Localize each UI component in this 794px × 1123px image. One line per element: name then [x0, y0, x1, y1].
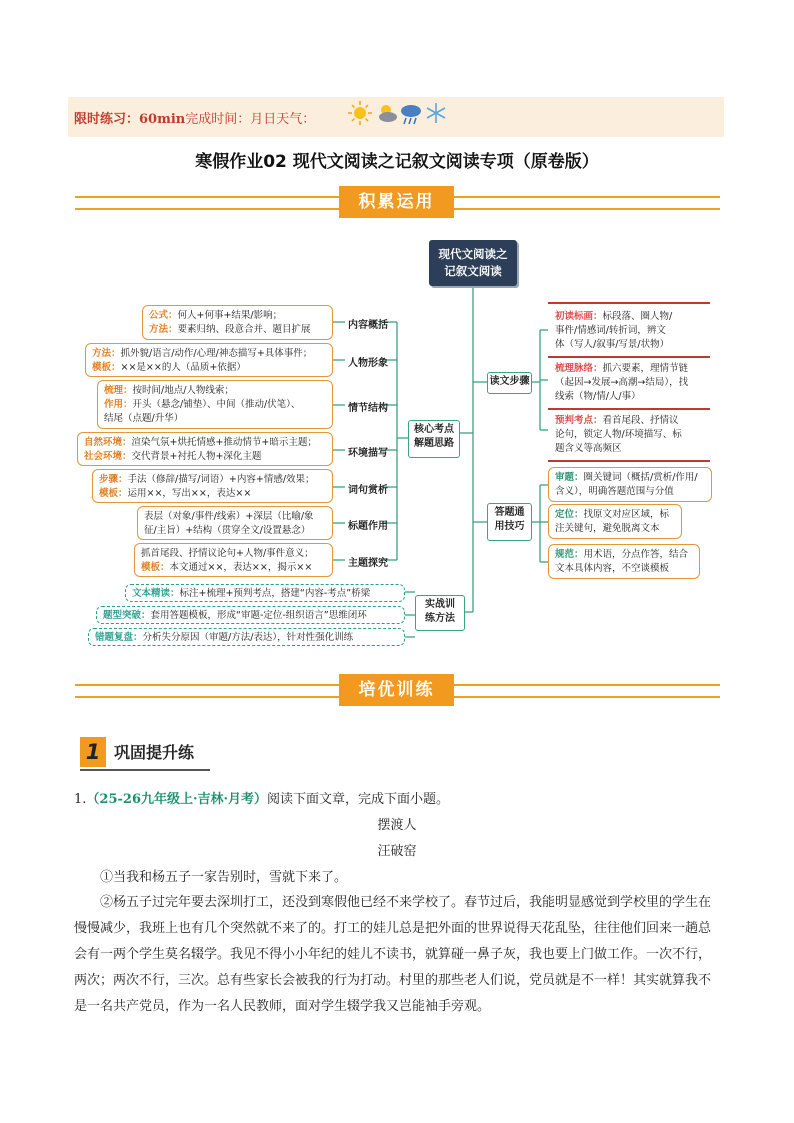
mindmap-hub-practice: 实战训 练方法	[415, 595, 465, 631]
left-box-character: 方法：抓外貌/语言/动作/心理/神态描写+具体事件； 模板：××是××的人（品质+依据）	[85, 343, 333, 377]
left-box-title: 表层（对象/事件/线索）+深层（比喻/象 征/主旨）+结构（贯穿全文/设置悬念）	[137, 506, 333, 540]
article-title: 摆渡人	[377, 818, 417, 833]
read-box-context: 梳理脉络：抓六要素，理情节链 （起因→发展→高潮→结局），找 线索（物/情/人/事）	[548, 358, 710, 407]
left-box-theme: 抓首尾段、抒情议论句+人物/事件意义； 模板：本文通过××，表达××，揭示××	[134, 543, 333, 577]
tech-box-standard: 规范：用术语，分点作答，结合 文本具体内容，不空谈模板	[548, 544, 700, 579]
read-divider-top	[548, 302, 710, 304]
question-line	[74, 788, 449, 807]
label-word-appreciation: 词句赏析	[348, 485, 388, 496]
green-box-question-type: 题型突破：套用答题模板，形成“审题-定位-组织语言”思维闭环	[96, 606, 405, 624]
mindmap-hub-core: 核心考点 解题思路	[408, 420, 460, 458]
header-rest: 完成时间：月日天气：	[185, 112, 316, 127]
practice-title: 巩固提升练	[114, 743, 195, 762]
question-source: （25-26九年级上·吉林·月考）	[86, 792, 268, 807]
left-box-word: 步骤：手法（修辞/描写/词语）+内容+情感/效果； 模板：运用××，写出××，表达××	[92, 469, 333, 503]
read-box-first: 初读标画：标段落、圈人物/ 事件/情感词/转折词，辨文 体（写人/叙事/写景/状物）	[548, 306, 710, 355]
label-plot: 情节结构	[348, 403, 388, 414]
practice-label: 限时练习：	[74, 112, 140, 127]
mindmap-root: 现代文阅读之 记叙文阅读	[429, 240, 517, 286]
label-theme: 主题探究	[348, 558, 388, 569]
question-number: 1.	[74, 792, 87, 807]
time-value: 60min	[139, 112, 186, 127]
left-box-summary: 公式：何人+何事+结果/影响； 方法：要素归纳、段意合并、题目扩展	[142, 305, 333, 340]
section-title-training: 培优训练	[339, 674, 454, 706]
question-text: 阅读下面文章，完成下面小题。	[267, 792, 450, 807]
tech-box-locate: 定位：找原文对应区域，标 注关键句，避免脱离文本	[548, 504, 682, 539]
left-box-plot: 梳理：按时间/地点/人物线索； 作用：开头（悬念/铺垫）、中间（推动/伏笔）、 结尾（点题/升华）	[97, 380, 333, 429]
green-box-close-reading: 文本精读：标注+梳理+预判考点，搭建“内容-考点”桥梁	[125, 584, 405, 602]
mindmap-read-steps: 读文步骤	[487, 372, 532, 394]
practice-underline	[80, 769, 210, 771]
document-title: 寒假作业02 现代文阅读之记叙文阅读专项（原卷版）	[195, 152, 599, 172]
green-box-error-review: 错题复盘：分析失分原因（审题/方法/表达），针对性强化训练	[88, 628, 405, 646]
label-environment: 环境描写	[348, 448, 388, 459]
read-divider-bottom	[548, 460, 710, 462]
left-box-environment: 自然环境：渲染气氛+烘托情感+推动情节+暗示主题； 社会环境：交代背景+衬托人物+深化主题	[77, 432, 333, 466]
mindmap-answer-tech: 答题通 用技巧	[487, 503, 532, 541]
practice-number-badge: 1	[80, 737, 106, 767]
article-paragraph-2: ②杨五子过完年要去深圳打工，还没到寒假他已经不来学校了。春节过后，我能明显感觉到学校里的学生在慢慢减少，我班上也有几个突然就不来了的。打工的娃儿总是把外面的世界说得天花乱坠，往往他们回来一趟总会有一两个学生莫名辍学。我见不得小小年纪的娃儿不读书，就算碰一鼻子灰，我也要上门做工作。一次不行，两次；两次不行，三次。总有些家长会被我的行为打动。村里的那些老人们说，党员就是不一样！其实就算我不是一名共产党员，作为一名人民教师，面对学生辍学我又岂能袖手旁观。	[74, 895, 712, 1014]
label-character: 人物形象	[348, 358, 388, 369]
article-author: 汪破窑	[377, 844, 417, 859]
article-paragraph-1: ①当我和杨五子一家告别时，雪就下来了。	[100, 870, 348, 885]
section-title-accumulate: 积累运用	[339, 186, 454, 218]
label-content-summary: 内容概括	[348, 320, 388, 331]
tech-box-review: 审题：圈关键词（概括/赏析/作用/ 含义），明确答题范围与分值	[548, 467, 712, 502]
label-title-function: 标题作用	[348, 521, 388, 532]
read-box-predict: 预判考点：看首尾段、抒情议 论句，锁定人物/环境描写、标 题含义等高频区	[548, 410, 710, 459]
